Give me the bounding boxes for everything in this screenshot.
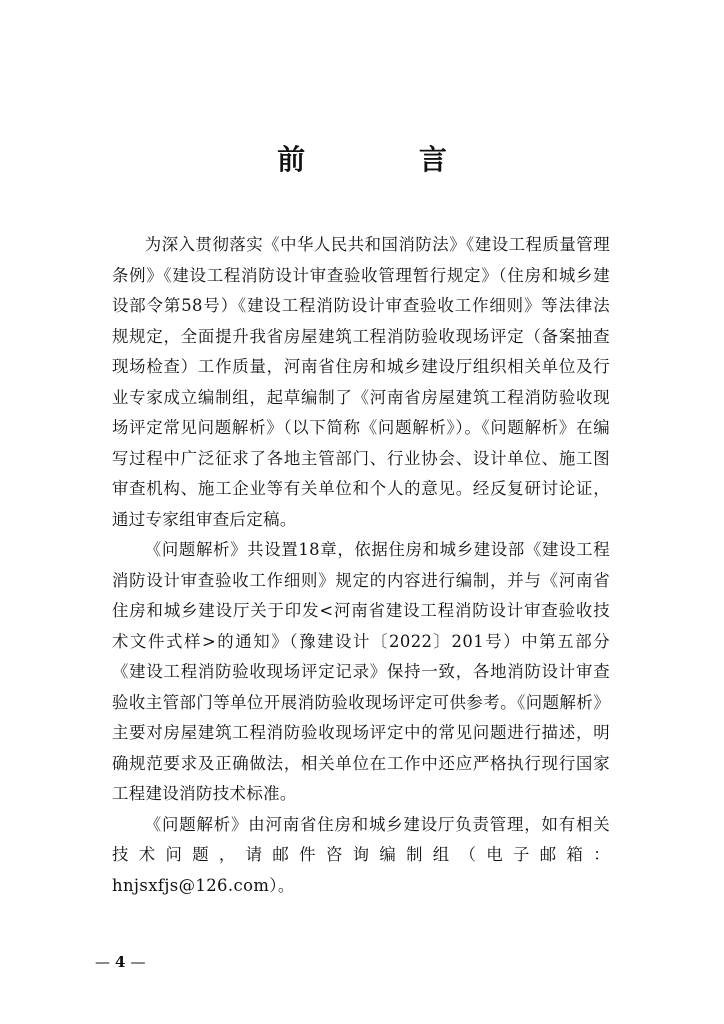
page-number-dash-right: —	[130, 953, 146, 971]
page-title: 前 言	[277, 143, 499, 176]
paragraph-3: 《问题解析》由河南省住房和城乡建设厅负责管理，如有相关技术问题，请邮件咨询编制组（电子邮箱：hnjsxfjs@126.com）。	[112, 814, 610, 895]
page-number-value: 4	[115, 953, 126, 971]
page-number-dash-left: —	[95, 953, 110, 971]
page-number	[95, 951, 145, 973]
preface-body	[112, 230, 610, 901]
paragraph-2: 《问题解析》共设置18章，依据住房和城乡建设部《建设工程消防设计审查验收工作细则》规定的内容进行编制，并与《河南省住房和城乡建设厅关于印发<河南省建设工程消防设计审查验收技术文件式样>的通知》（豫建设计〔2022〕201号）中第五部分《建设工程消防验收现场评定记录》保持一致，各地消防设计审查验收主管部门等单位开展消防验收现场评定可供参考。《问题解析》主要对房屋建筑工程消防验收现场评定中的常见问题进行描述，明确规范要求及正确做法，相关单位在工作中还应严格执行现行国家工程建设消防技术标准。	[112, 540, 610, 803]
paragraph-1: 为深入贯彻落实《中华人民共和国消防法》《建设工程质量管理条例》《建设工程消防设计审查验收管理暂行规定》（住房和城乡建设部令第58号）《建设工程消防设计审查验收工作细则》等法律法规规定，全面提升我省房屋建筑工程消防验收现场评定（备案抽查现场检查）工作质量，河南省住房和城乡建设厅组织相关单位及行业专家成立编制组，起草编制了《河南省房屋建筑工程消防验收现场评定常见问题解析》（以下简称《问题解析》）。《问题解析》在编写过程中广泛征求了各地主管部门、行业协会、设计单位、施工图审查机构、施工企业等有关单位和个人的意见。经反复研讨论证，通过专家组审查后定稿。	[112, 235, 610, 529]
